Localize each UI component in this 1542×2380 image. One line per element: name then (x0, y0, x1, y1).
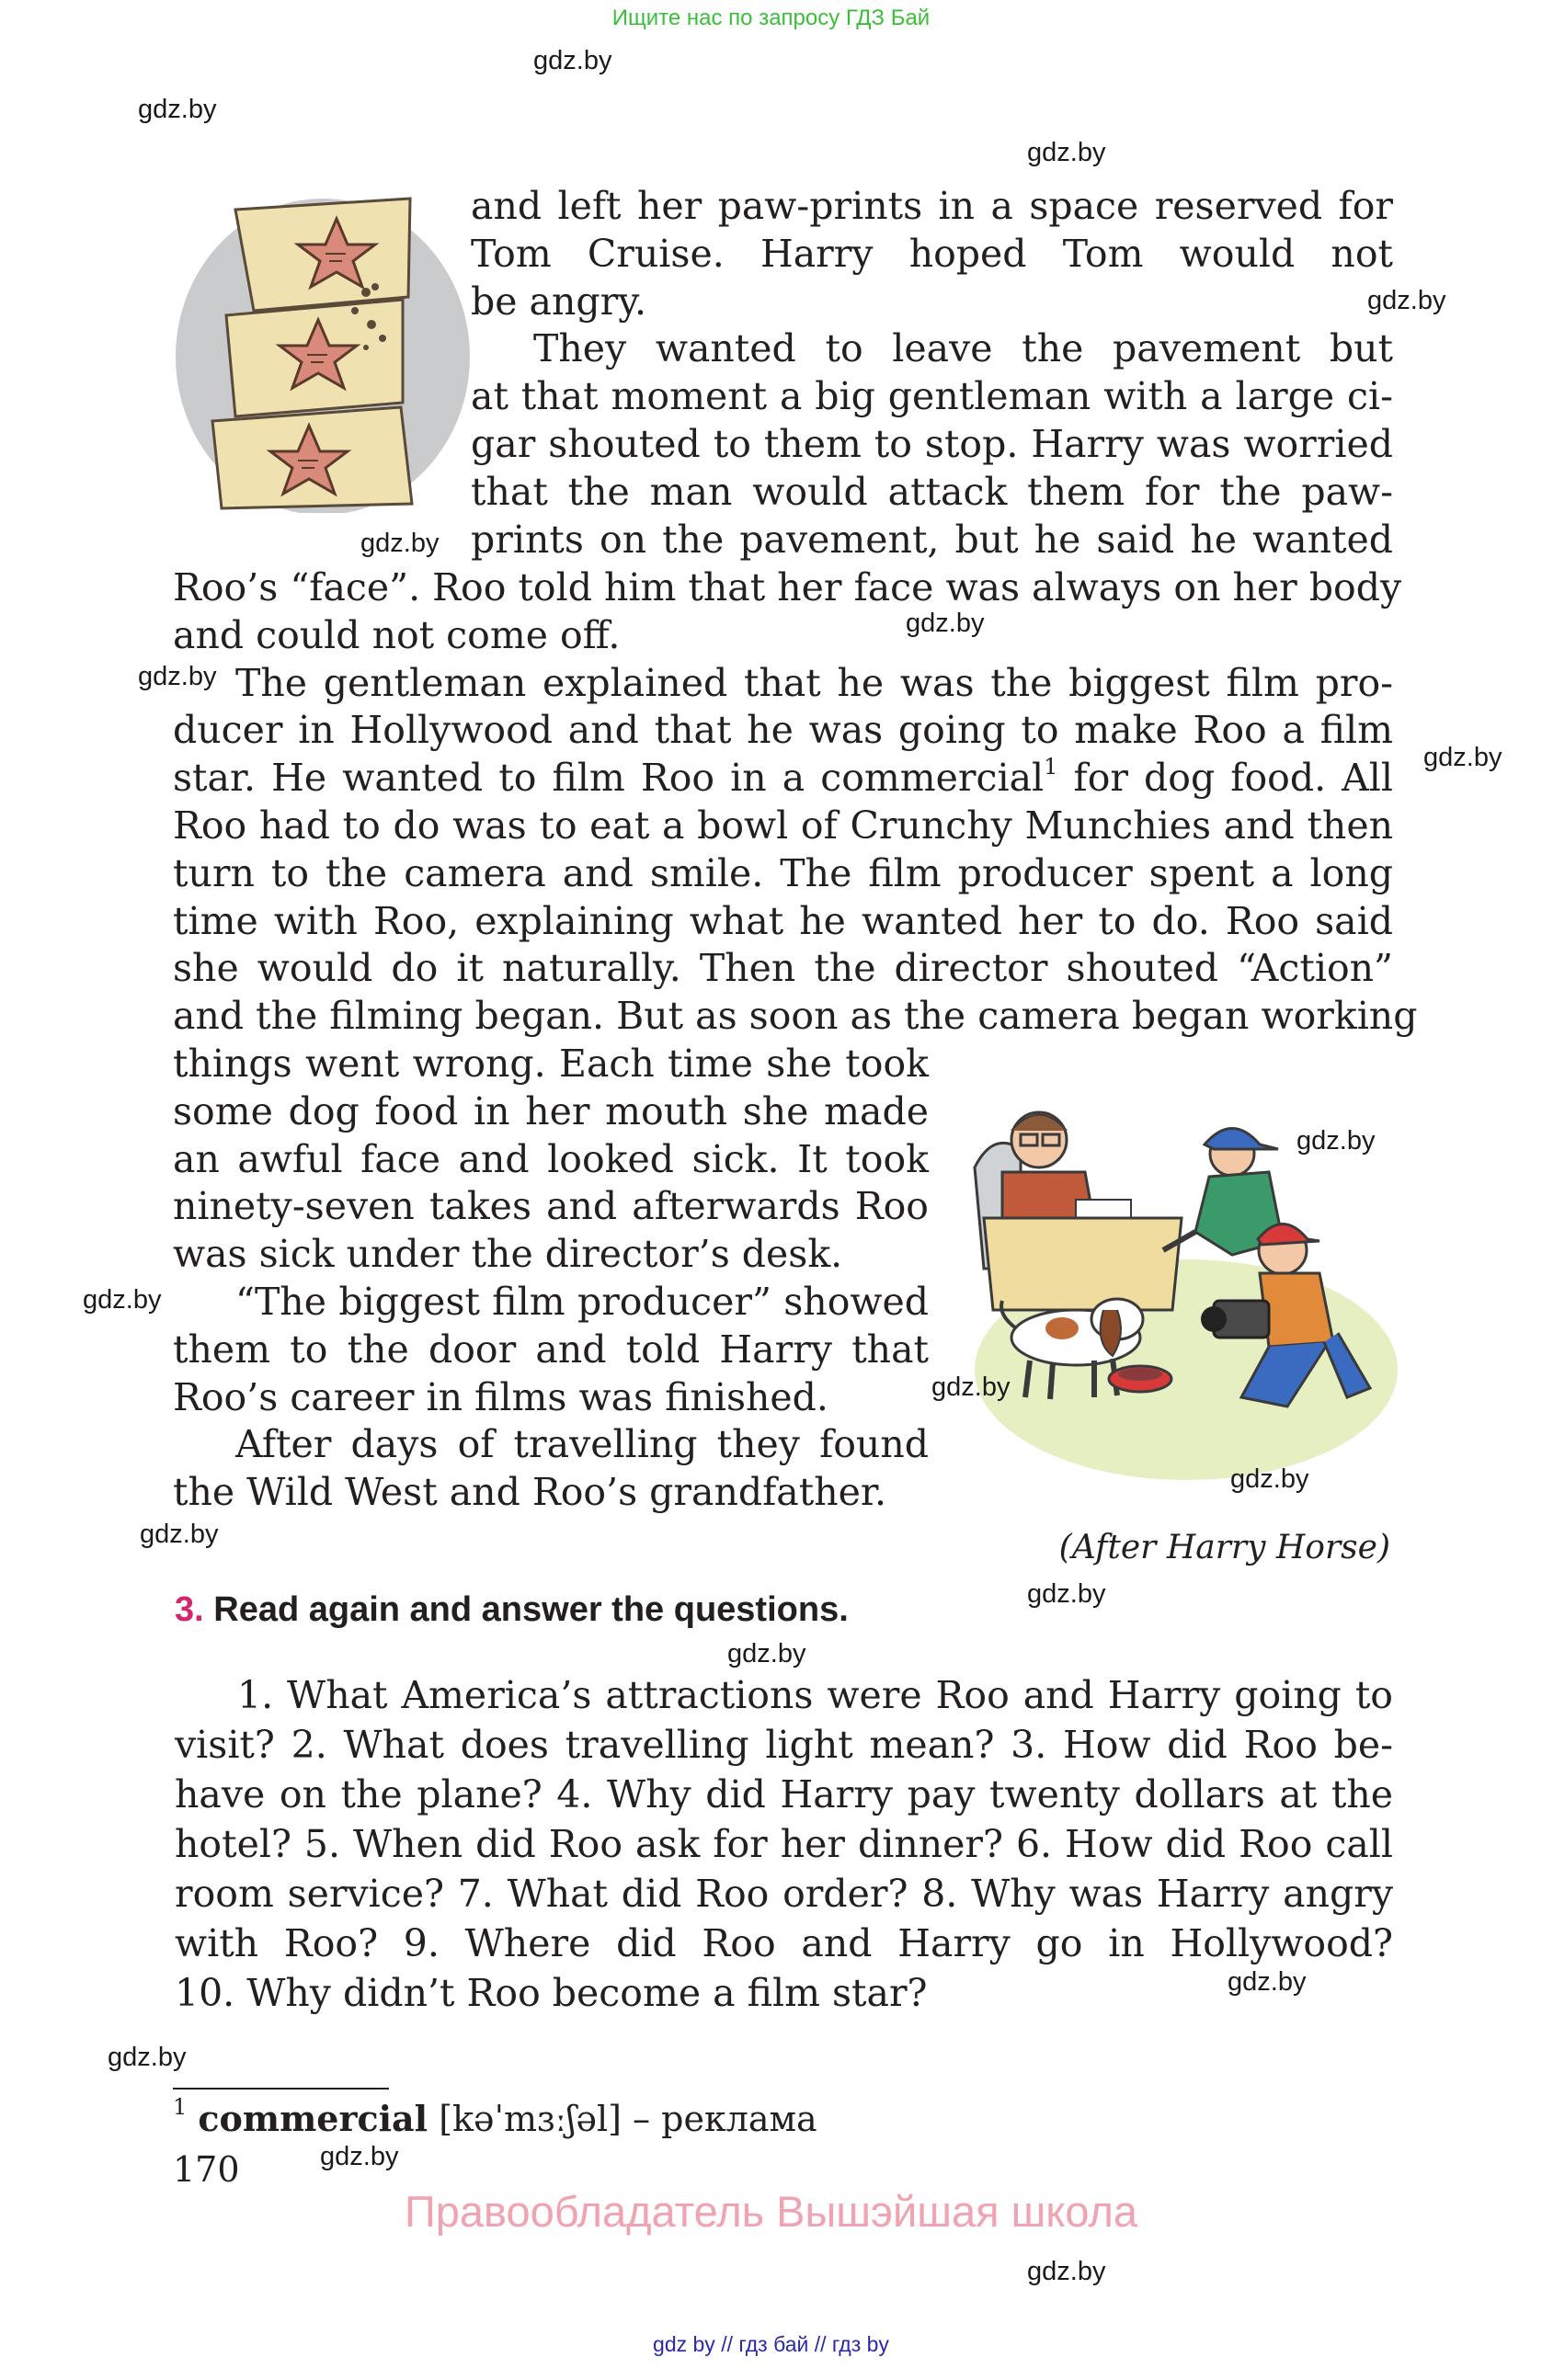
watermark: gdz.by (1027, 138, 1106, 167)
story-line: she would do it naturally. Then the director shouted “Action” (173, 946, 1393, 991)
question-line: 1. What America’s attractions were Roo and Harry going to (237, 1673, 1393, 1717)
story-line: ninety-seven takes and afterwards Roo (173, 1184, 929, 1229)
story-line: Roo’s career in films was finished. (173, 1374, 828, 1419)
watermark: gdz.by (140, 1520, 219, 1549)
story-line: prints on the pavement, but he said he wanted (471, 517, 1393, 562)
watermark: gdz.by (1230, 1464, 1309, 1494)
footnote-transcription: [kəˈmɜːʃəl] (439, 2099, 622, 2139)
question-line: have on the plane? 4. Why did Harry pay twenty dollars at the (175, 1772, 1393, 1816)
story-line: Roo’s “face”. Roo told him that her face was always on her body (173, 565, 1402, 609)
watermark: gdz.by (533, 46, 612, 75)
story-line: at that moment a big gentleman with a large ci- (471, 374, 1393, 419)
walk-of-fame-illustration (171, 191, 474, 513)
watermark: gdz.by (727, 1639, 806, 1668)
watermark: gdz.by (1027, 1579, 1106, 1609)
bottom-site-links[interactable]: gdz by // гдз бай // гдз by (653, 2332, 889, 2356)
story-line: gar shouted to them to stop. Harry was worried (471, 421, 1393, 466)
watermark: gdz.by (1423, 743, 1502, 772)
story-line: an awful face and looked sick. It took (173, 1136, 929, 1181)
story-full-block (173, 564, 1418, 1041)
story-line: was sick under the director’s desk. (173, 1232, 843, 1277)
story-left-block (173, 1041, 929, 1517)
page-number: 170 (173, 2149, 240, 2190)
exercise-title: Read again and answer the questions. (213, 1590, 849, 1629)
story-line: After days of travelling they found (235, 1422, 929, 1467)
story-line: and the filming began. But as soon as the camera began working (173, 994, 1418, 1039)
watermark: gdz.by (1367, 286, 1446, 315)
copyright-owner: Правообладатель Вышэйшая школа (404, 2187, 1138, 2236)
exercise-number: 3. (175, 1590, 204, 1629)
footnote (173, 2094, 817, 2139)
story-line: They wanted to leave the pavement but (533, 326, 1393, 371)
question-line: visit? 2. What does travelling light mean? 3. How did Roo be- (175, 1723, 1393, 1767)
watermark: gdz.by (83, 1285, 162, 1315)
watermark: gdz.by (138, 95, 217, 124)
exercise-heading (175, 1590, 849, 1630)
watermark: gdz.by (1296, 1126, 1376, 1156)
watermark: gdz.by (906, 609, 985, 638)
top-banner[interactable]: Ищите нас по запросу ГДЗ Бай (611, 6, 931, 30)
exercise-questions (175, 1670, 1393, 2018)
watermark: gdz.by (138, 662, 217, 691)
story-line: “The biggest film producer” showed (235, 1279, 929, 1324)
story-line: be angry. (471, 279, 646, 324)
watermark: gdz.by (360, 529, 440, 558)
story-line-part: for dog food. All (1073, 756, 1393, 801)
question-line: with Roo? 9. Where did Roo and Harry go in Hollywood? (175, 1921, 1393, 1965)
story-line: and could not come off. (173, 612, 621, 657)
footnote-translation: – реклама (633, 2099, 817, 2139)
story-line: Roo had to do was to eat a bowl of Crunchy Munchies and then (173, 803, 1393, 848)
story-line: time with Roo, explaining what he wanted her to do. Roo said (173, 898, 1393, 943)
story-line: Tom Cruise. Harry hoped Tom would not (471, 231, 1393, 276)
watermark: gdz.by (931, 1372, 1011, 1402)
watermark: gdz.by (1027, 2257, 1106, 2286)
question-line: hotel? 5. When did Roo ask for her dinner? 6. How did Roo call (175, 1822, 1393, 1866)
footnote-word: commercial (198, 2098, 428, 2139)
watermark: gdz.by (320, 2142, 399, 2171)
story-line: The gentleman explained that he was the biggest film pro- (235, 660, 1393, 705)
story-line: some dog food in her mouth she made (173, 1088, 929, 1133)
footnote-mark: 1 (1044, 754, 1058, 780)
watermark: gdz.by (108, 2043, 187, 2072)
story-line: turn to the camera and smile. The film producer spent a long (173, 850, 1393, 895)
story-line: them to the door and told Harry that (173, 1327, 929, 1372)
footnote-divider (173, 2088, 389, 2090)
story-line: ducer in Hollywood and that he was going to make Roo a film (173, 708, 1393, 753)
story-top-block (471, 183, 1393, 564)
story-line: and left her paw-prints in a space reserved for (471, 184, 1393, 228)
story-line: that the man would attack them for the paw- (471, 469, 1393, 514)
story-line: things went wrong. Each time she took (173, 1042, 929, 1086)
question-line: 10. Why didn’t Roo become a film star? (175, 1971, 928, 2015)
story-line-part: star. He wanted to film Roo in a commercial (173, 756, 1045, 801)
question-line: room service? 7. What did Roo order? 8. Why was Harry angry (175, 1872, 1393, 1916)
watermark: gdz.by (1228, 1967, 1307, 1997)
story-line: the Wild West and Roo’s grandfather. (173, 1470, 887, 1515)
story-line-with-footnote (173, 755, 1393, 803)
story-source: (After Harry Horse) (1058, 1529, 1390, 1566)
footnote-mark: 1 (173, 2094, 188, 2120)
